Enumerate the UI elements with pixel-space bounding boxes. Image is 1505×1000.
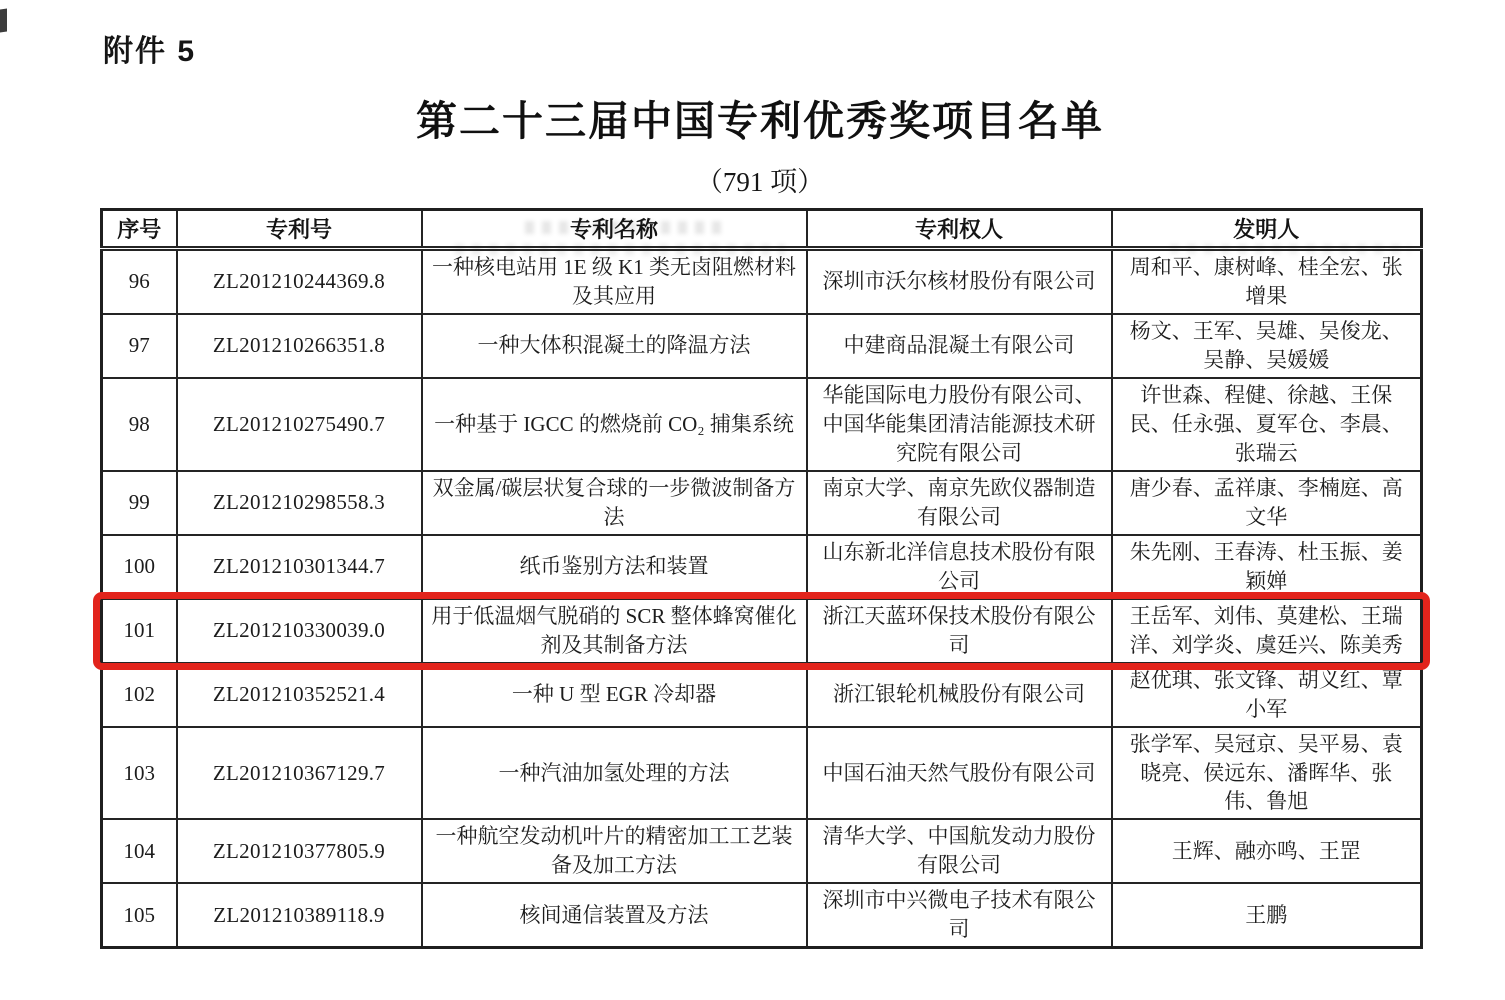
table-row — [102, 599, 1422, 663]
cell-patent-name: 纸币鉴别方法和装置 — [422, 535, 807, 599]
cell-patent-name: 一种 U 型 EGR 冷却器 — [422, 663, 807, 727]
cell-patent-no: ZL201210377805.9 — [177, 819, 422, 883]
cell-inventors: 杨文、王军、吴雄、吴俊龙、吴静、吴媛媛 — [1112, 314, 1422, 378]
cell-patentee: 中国石油天然气股份有限公司 — [807, 727, 1112, 820]
cell-patent-no: ZL201210330039.0 — [177, 599, 422, 663]
cell-patent-no: ZL201210389118.9 — [177, 883, 422, 947]
cell-serial-no: 102 — [102, 663, 177, 727]
cell-patent-no: ZL201210244369.8 — [177, 249, 422, 314]
cell-patent-name: 一种航空发动机叶片的精密加工工艺装备及加工方法 — [422, 819, 807, 883]
cell-inventors: 王辉、融亦鸣、王罡 — [1112, 819, 1422, 883]
cell-patentee: 浙江天蓝环保技术股份有限公司 — [807, 599, 1112, 663]
cell-serial-no: 103 — [102, 727, 177, 820]
cell-serial-no: 99 — [102, 471, 177, 535]
cell-patent-name: 一种大体积混凝土的降温方法 — [422, 314, 807, 378]
table-row — [102, 378, 1422, 471]
cell-inventors: 张学军、吴冠京、吴平易、袁晓亮、侯远东、潘晖华、张伟、鲁旭 — [1112, 727, 1422, 820]
cell-serial-no: 98 — [102, 378, 177, 471]
scan-corner-artifact — [0, 9, 7, 33]
col-header-patent-name: 专利名称 — [422, 210, 807, 249]
cell-inventors: 王岳军、刘伟、莫建松、王瑞洋、刘学炎、虞廷兴、陈美秀 — [1112, 599, 1422, 663]
table-row — [102, 727, 1422, 820]
cell-patent-name: 双金属/碳层状复合球的一步微波制备方法 — [422, 471, 807, 535]
cell-patentee: 深圳市沃尔核材股份有限公司 — [807, 249, 1112, 314]
cell-patent-name: 用于低温烟气脱硝的 SCR 整体蜂窝催化剂及其制备方法 — [422, 599, 807, 663]
table-row — [102, 314, 1422, 378]
cell-serial-no: 105 — [102, 883, 177, 947]
cell-inventors: 唐少春、孟祥康、李楠庭、高文华 — [1112, 471, 1422, 535]
cell-patentee: 清华大学、中国航发动力股份有限公司 — [807, 819, 1112, 883]
table-row — [102, 663, 1422, 727]
cell-inventors: 王鹏 — [1112, 883, 1422, 947]
cell-patentee: 中建商品混凝土有限公司 — [807, 314, 1112, 378]
table-row — [102, 819, 1422, 883]
col-header-serial-no: 序号 — [102, 210, 177, 249]
col-header-inventors: 发明人 — [1112, 210, 1422, 249]
table-header-row — [102, 210, 1422, 249]
cell-patent-no: ZL201210301344.7 — [177, 535, 422, 599]
col-header-patent-no: 专利号 — [177, 210, 422, 249]
item-count-note: （791 项） — [695, 167, 825, 197]
cell-patent-no: ZL201210266351.8 — [177, 314, 422, 378]
cell-serial-no: 100 — [102, 535, 177, 599]
cell-inventors: 周和平、康树峰、桂全宏、张增果 — [1112, 249, 1422, 314]
cell-patent-no: ZL201210298558.3 — [177, 471, 422, 535]
cell-patent-no: ZL201210367129.7 — [177, 727, 422, 820]
page-title: 第二十三届中国专利优秀奖项目名单 — [416, 98, 1104, 144]
cell-serial-no: 101 — [102, 599, 177, 663]
cell-patentee: 浙江银轮机械股份有限公司 — [807, 663, 1112, 727]
table-wrap — [100, 208, 1420, 949]
cell-patent-name: 核间通信装置及方法 — [422, 883, 807, 947]
patent-award-table — [100, 208, 1423, 949]
table-row — [102, 249, 1422, 314]
cell-serial-no: 104 — [102, 819, 177, 883]
cell-patentee: 华能国际电力股份有限公司、中国华能集团清洁能源技术研究院有限公司 — [807, 378, 1112, 471]
cell-serial-no: 96 — [102, 249, 177, 314]
cell-patentee: 深圳市中兴微电子技术有限公司 — [807, 883, 1112, 947]
table-row — [102, 471, 1422, 535]
cell-patent-name: 一种汽油加氢处理的方法 — [422, 727, 807, 820]
cell-inventors: 许世森、程健、徐越、王保民、任永强、夏军仓、李晨、张瑞云 — [1112, 378, 1422, 471]
cell-serial-no: 97 — [102, 314, 177, 378]
cell-patentee: 山东新北洋信息技术股份有限公司 — [807, 535, 1112, 599]
cell-patent-name: 一种核电站用 1E 级 K1 类无卤阻燃材料及其应用 — [422, 249, 807, 314]
cell-patent-name: 一种基于 IGCC 的燃烧前 CO₂ 捕集系统 — [422, 378, 807, 471]
cell-inventors: 赵优琪、张文锋、胡义红、覃小军 — [1112, 663, 1422, 727]
cell-inventors: 朱先刚、王春涛、杜玉振、姜颖婵 — [1112, 535, 1422, 599]
cell-patent-no: ZL201210352521.4 — [177, 663, 422, 727]
cell-patentee: 南京大学、南京先欧仪器制造有限公司 — [807, 471, 1112, 535]
table-body — [102, 249, 1422, 948]
col-header-patentee: 专利权人 — [807, 210, 1112, 249]
cell-patent-no: ZL201210275490.7 — [177, 378, 422, 471]
attachment-label: 附件 5 — [103, 35, 197, 68]
table-row — [102, 535, 1422, 599]
table-row — [102, 883, 1422, 947]
